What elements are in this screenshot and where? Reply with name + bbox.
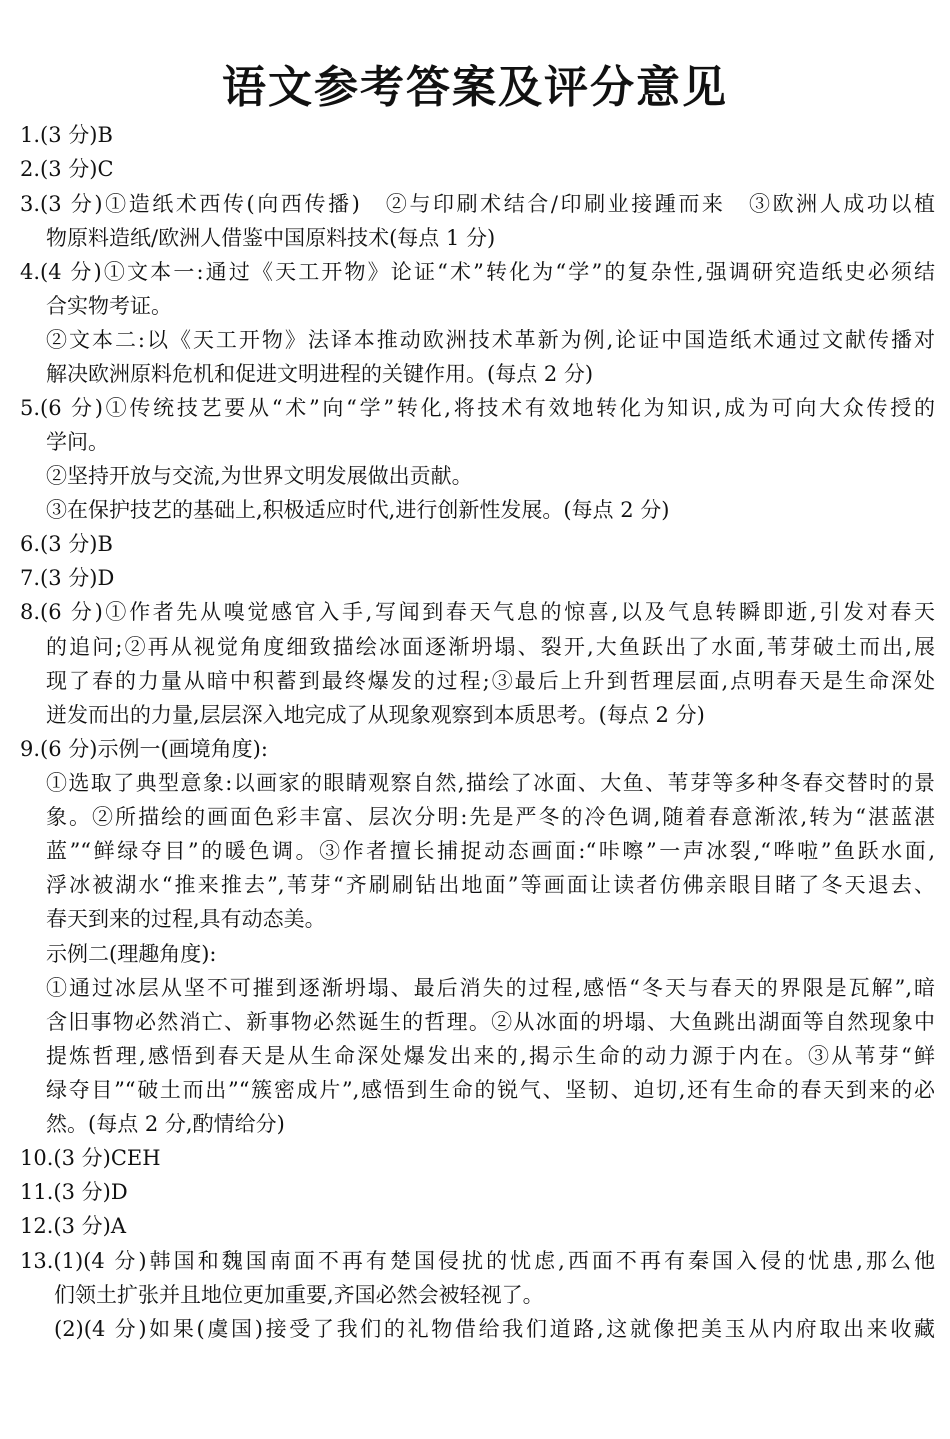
answer-line: 春天到来的过程,具有动态美。 [46, 907, 326, 931]
answer-line: (2)(4 分)如果(虞国)接受了我们的礼物借给我们道路,这就像把美玉从内府取出来收藏 [54, 1317, 935, 1341]
answer-line: 4.(4 分)①文本一:通过《天工开物》论证“术”转化为“学”的复杂性,强调研究造纸史必须结 [20, 260, 935, 284]
answer-line: 物原料造纸/欧洲人借鉴中国原料技术(每点 1 分) [46, 226, 496, 250]
answer-line: 示例二(理趣角度): [46, 942, 217, 966]
answer-line: 10.(3 分)CEH [20, 1146, 161, 1170]
answer-line: 的追问;②再从视觉角度细致描绘冰面逐渐坍塌、裂开,大鱼跃出了水面,苇芽破土而出,展 [46, 635, 935, 659]
answer-line: 学问。 [46, 430, 109, 454]
answer-line: ②坚持开放与交流,为世界文明发展做出贡献。 [46, 464, 473, 488]
answer-line: 12.(3 分)A [20, 1214, 126, 1238]
answer-line: ③在保护技艺的基础上,积极适应时代,进行创新性发展。(每点 2 分) [46, 498, 670, 522]
answer-line: 合实物考证。 [46, 294, 172, 318]
answer-line: ②文本二:以《天工开物》法译本推动欧洲技术革新为例,论证中国造纸术通过文献传播对 [46, 328, 935, 352]
answer-line: 迸发而出的力量,层层深入地完成了从现象观察到本质思考。(每点 2 分) [46, 703, 705, 727]
answer-line: 提炼哲理,感悟到春天是从生命深处爆发出来的,揭示生命的动力源于内在。③从苇芽“鲜 [46, 1044, 935, 1068]
answer-line: 2.(3 分)C [20, 157, 114, 181]
answer-line: 含旧事物必然消亡、新事物必然诞生的哲理。②从冰面的坍塌、大鱼跳出湖面等自然现象中 [46, 1010, 935, 1034]
answer-line: 蓝”“鲜绿夺目”的暖色调。③作者擅长捕捉动态画面:“咔嚓”一声冰裂,“哗啦”鱼跃水面, [46, 839, 935, 863]
answer-line: 5.(6 分)①传统技艺要从“术”向“学”转化,将技术有效地转化为知识,成为可向大众传授的 [20, 396, 935, 420]
answer-line: 1.(3 分)B [20, 123, 113, 147]
page-title: 语文参考答案及评分意见 [222, 62, 728, 113]
answer-line: 然。(每点 2 分,酌情给分) [46, 1112, 285, 1136]
answer-line: 11.(3 分)D [20, 1180, 128, 1204]
answer-line: 象。②所描绘的画面色彩丰富、层次分明:先是严冬的冷色调,随着春意渐浓,转为“湛蓝湛 [46, 805, 935, 829]
answer-line: 浮冰被湖水“推来推去”,苇芽“齐刷刷钻出地面”等画面让读者仿佛亲眼目睹了冬天退去、 [46, 873, 935, 897]
answer-line: 9.(6 分)示例一(画境角度): [20, 737, 268, 761]
answer-line: 13.(1)(4 分)韩国和魏国南面不再有楚国侵扰的忧虑,西面不再有秦国入侵的忧患,那么他 [20, 1249, 935, 1273]
answer-line: 7.(3 分)D [20, 566, 115, 590]
answer-line: ①选取了典型意象:以画家的眼睛观察自然,描绘了冰面、大鱼、苇芽等多种冬春交替时的景 [46, 771, 935, 795]
answer-line: 3.(3 分)①造纸术西传(向西传播) ②与印刷术结合/印刷业接踵而来 ③欧洲人成功以植 [20, 192, 935, 216]
answer-line: 8.(6 分)①作者先从嗅觉感官入手,写闻到春天气息的惊喜,以及气息转瞬即逝,引发对春天 [20, 600, 935, 624]
answer-line: 们领土扩张并且地位更加重要,齐国必然会被轻视了。 [54, 1283, 544, 1307]
answer-line: 6.(3 分)B [20, 532, 113, 556]
answer-line: ①通过冰层从坚不可摧到逐渐坍塌、最后消失的过程,感悟“冬天与春天的界限是瓦解”,暗 [46, 976, 935, 1000]
answer-line: 解决欧洲原料危机和促进文明进程的关键作用。(每点 2 分) [46, 362, 594, 386]
answer-line: 现了春的力量从暗中积蓄到最终爆发的过程;③最后上升到哲理层面,点明春天是生命深处 [46, 669, 935, 693]
answer-line: 绿夺目”“破土而出”“簇密成片”,感悟到生命的锐气、坚韧、迫切,还有生命的春天到来的必 [46, 1078, 935, 1102]
